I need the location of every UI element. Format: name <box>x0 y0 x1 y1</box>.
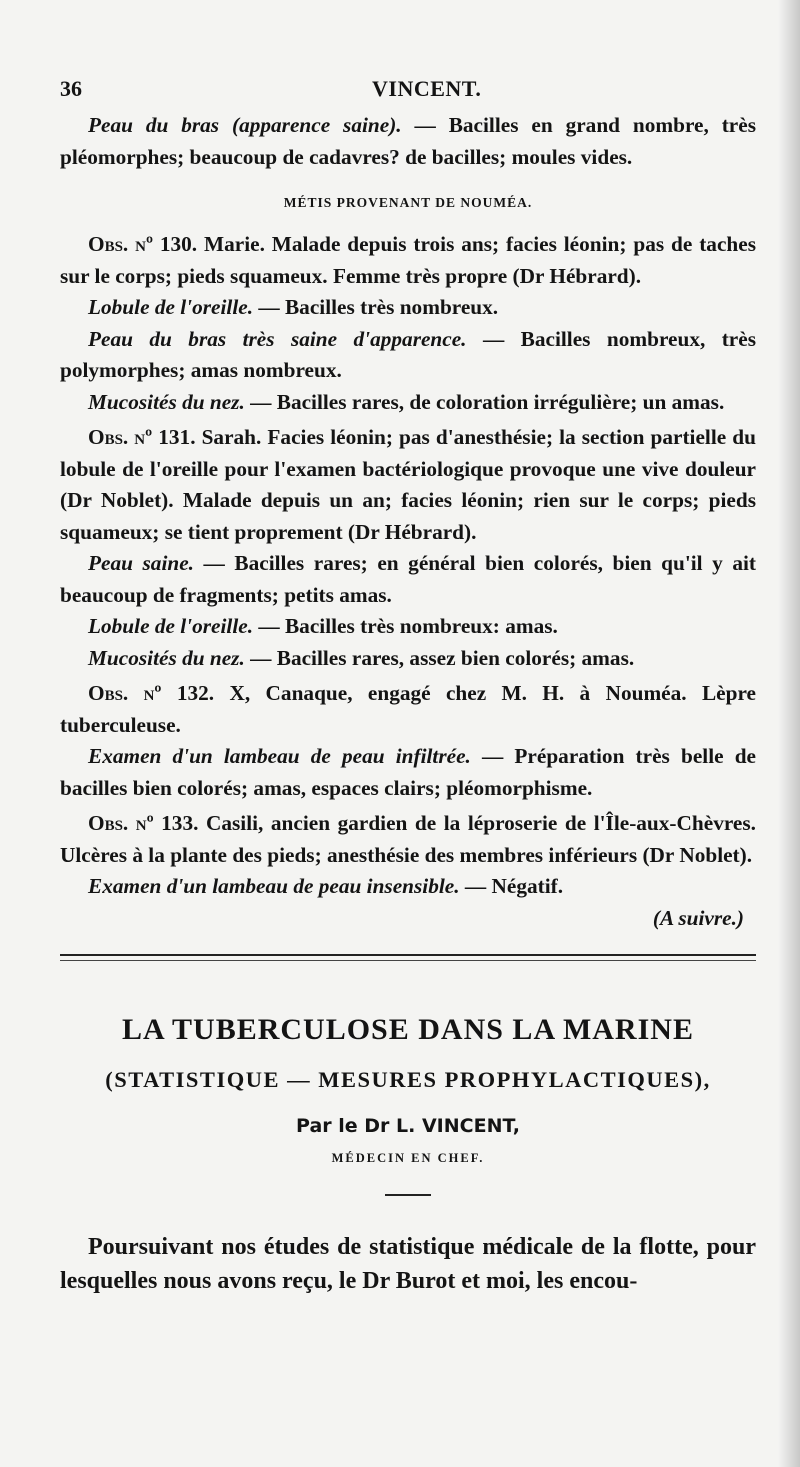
exam-text: — Négatif. <box>459 874 564 898</box>
obs-text: Casili, ancien gardien de la léproserie de l'Île-aux-Chèvres. Ulcères à la plante des pieds; anesthésie des membres inférieurs (Dr Noblet). <box>60 811 756 867</box>
exam-text: — Bacilles très nombreux. <box>253 295 499 319</box>
exam-label: Lobule de l'oreille. <box>88 614 254 638</box>
article-subtitle: (STATISTIQUE — MESURES PROPHYLACTIQUES), <box>105 1067 711 1092</box>
obs-label: Obs. nº 133. <box>88 811 199 835</box>
author-rank: MÉDECIN EN CHEF. <box>331 1151 485 1165</box>
double-rule-top <box>60 954 756 956</box>
article-opening-paragraph: Poursuivant nos études de statistique médicale de la flotte, pour lesquelles nous avons reçu, le Dr Burot et moi, les encou- <box>60 1234 756 1294</box>
obs-text: Sarah. Facies léonin; pas d'anesthésie; la section partielle du lobule de l'oreille pour l'examen bactériologique provoque une vive douleur (Dr Noblet). Malade depuis un an; facies léonin; rien sur le corps; pieds squameux; se tient proprement (Dr Hébrard). <box>60 425 756 544</box>
section-heading: MÉTIS PROVENANT DE NOUMÉA. <box>283 195 533 210</box>
specimen-text: — Bacilles en grand nombre, très pléomorphes; beaucoup de cadavres? de bacilles; moules vides. <box>60 113 757 169</box>
exam-label: Lobule de l'oreille. <box>88 295 254 319</box>
article-author: Par le Dr L. VINCENT, <box>296 1115 520 1137</box>
exam-text: — Préparation très belle de bacilles bien colorés; amas, espaces clairs; pléomorphisme. <box>60 744 756 800</box>
double-rule-bottom <box>60 960 756 961</box>
obs-130 <box>60 229 756 292</box>
exam-label: Peau saine. <box>88 551 194 575</box>
exam-label: Mucosités du nez. <box>88 389 245 414</box>
obs-130-exam-2 <box>60 324 756 387</box>
specimen-label: Peau du bras (apparence saine). <box>88 113 402 137</box>
obs-133-exam-1 <box>60 871 756 903</box>
exam-text: — Bacilles nombreux, très polymorphes; amas nombreux. <box>60 326 757 382</box>
short-rule <box>385 1194 431 1196</box>
obs-132-exam-1 <box>60 741 756 804</box>
obs-label: Obs. nº 131. <box>88 425 196 449</box>
exam-text: — Bacilles rares, assez bien colorés; amas. <box>244 645 635 670</box>
exam-text: — Bacilles rares; en général bien colorés, bien qu'il y ait beaucoup de fragments; petits amas. <box>60 551 756 607</box>
obs-label: Obs. nº 130. <box>88 232 198 256</box>
exam-label: Peau du bras très saine d'apparence. <box>88 326 467 351</box>
obs-130-exam-1 <box>60 292 756 324</box>
exam-label: Examen d'un lambeau de peau infiltrée. <box>88 744 471 768</box>
obs-130-exam-3 <box>60 387 756 419</box>
article-title: LA TUBERCULOSE DANS LA MARINE <box>122 1013 694 1046</box>
exam-text: — Bacilles rares, de coloration irrégulière; un amas. <box>244 389 725 414</box>
obs-label: Obs. nº 132. <box>88 681 215 705</box>
text-block <box>60 70 756 1298</box>
page-edge-shadow <box>778 0 800 1467</box>
obs-131-exam-3 <box>60 643 756 675</box>
obs-text: Marie. Malade depuis trois ans; facies léonin; pas de taches sur le corps; pieds squameux. Femme très propre (Dr Hébrard). <box>60 232 756 288</box>
obs-131-exam-1 <box>60 548 756 611</box>
running-title: VINCENT. <box>372 76 482 101</box>
page-number: 36 <box>60 76 82 101</box>
running-header <box>60 70 756 110</box>
paragraph-intro <box>60 110 756 173</box>
obs-133 <box>60 808 756 871</box>
a-suivre: (A suivre.) <box>652 905 744 930</box>
obs-132 <box>60 678 756 741</box>
exam-label: Mucosités du nez. <box>88 645 245 670</box>
exam-text: — Bacilles très nombreux: amas. <box>253 614 558 638</box>
exam-label: Examen d'un lambeau de peau insensible. <box>88 874 460 898</box>
obs-131 <box>60 422 756 548</box>
obs-text: X, Canaque, engagé chez M. H. à Nouméa. Lèpre tuberculeuse. <box>60 681 756 737</box>
obs-131-exam-2 <box>60 611 756 643</box>
